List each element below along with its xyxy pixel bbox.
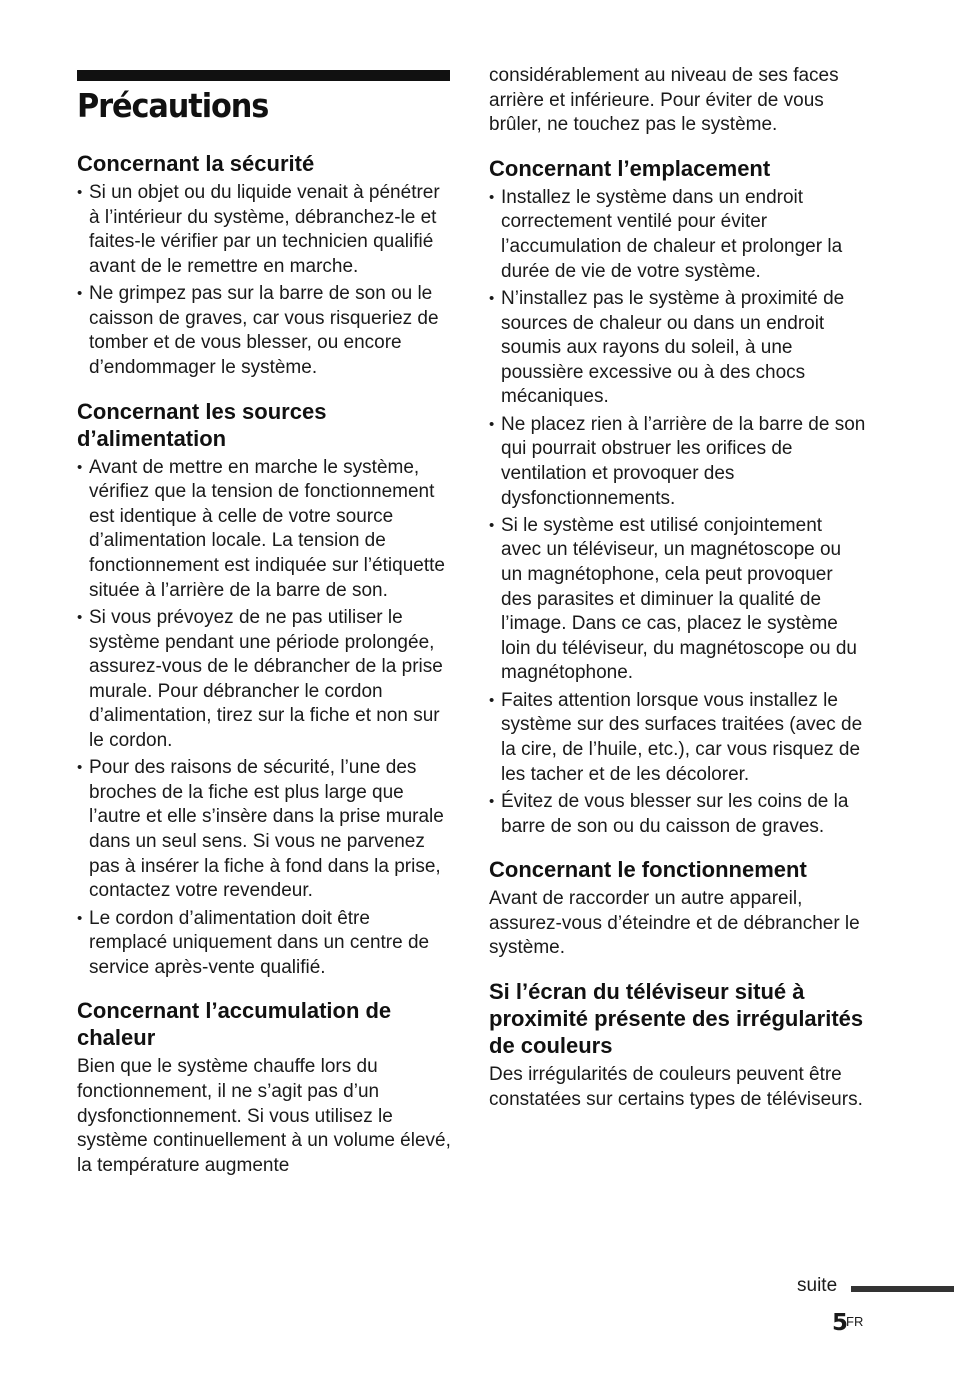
right-column [489, 64, 867, 1129]
bullet-list [77, 456, 451, 981]
list-item: • Avant de mettre en marche le système, vérifiez que la tension de fonctionnement est identique à celle de votre source d’alimentation locale. La tension de fonctionnement est indiquée sur l’étiquette située à l’arrière de la barre de son. [77, 456, 451, 604]
section-heading: Concernant l’emplacement [489, 155, 771, 181]
list-item: • Évitez de vous blesser sur les coins de la barre de son ou du caisson de graves. [489, 790, 867, 839]
list-item: • Ne placez rien à l’arrière de la barre de son qui pourrait obstruer les orifices de ventilation et provoquer des dysfonctionnements. [489, 413, 867, 511]
section-heading: Concernant le fonctionnement [489, 857, 807, 883]
section-alimentation [77, 398, 451, 981]
section-heading: Concernant la sécurité [77, 151, 315, 176]
list-item: • Faites attention lorsque vous installez le système sur des surfaces traitées (avec de la cire, de l’huile, etc.), car vous risquez de les tacher et de les décolorer. [489, 689, 867, 787]
list-item: • Ne grimpez pas sur la barre de son ou le caisson de graves, car vous risqueriez de tomber et de vous blesser, ou encore d’endommager le système. [77, 282, 451, 380]
list-item: • Si un objet ou du liquide venait à pénétrer à l’intérieur du système, débranchez-le et faites-le vérifier par un technicien qualifié avant de le remettre en marche. [77, 181, 451, 279]
list-item: • Si vous prévoyez de ne pas utiliser le système pendant une période prolongée, assurez-vous de le débrancher de la prise murale. Pour débrancher le cordon d’alimentation, tirez sur la fiche et non sur le cordon. [77, 606, 451, 754]
section-securite [77, 150, 451, 381]
section-chaleur [77, 997, 451, 1178]
list-item: • Pour des raisons de sécurité, l’une des broches de la fiche est plus large que l’autre et elle s’insère dans la prise murale dans un seul sens. Si vous ne parvenez pas à insérer la fiche à fond dans la prise, contactez votre revendeur. [77, 756, 451, 904]
left-column [77, 150, 451, 1195]
section-chaleur-continued [489, 64, 867, 138]
bullet-list [77, 181, 451, 381]
continued-label: suite [797, 1275, 838, 1296]
section-heading: Concernant l’accumulation de chaleur [77, 998, 392, 1051]
paragraph: Avant de raccorder un autre appareil, assurez-vous d’éteindre et de débrancher le système. [489, 888, 860, 959]
paragraph: Des irrégularités de couleurs peuvent être constatées sur certains types de téléviseurs. [489, 1063, 863, 1110]
section-heading: Concernant les sources d’alimentation [77, 398, 327, 451]
page-title: Précautions [77, 86, 269, 125]
section-heading: Si l’écran du téléviseur situé à proximité présente des irrégularités de couleurs [489, 978, 864, 1058]
title-rule [77, 70, 450, 81]
paragraph: considérablement au niveau de ses faces arrière et inférieure. Pour éviter de vous brûler, ne touchez pas le système. [489, 65, 839, 136]
page-language: FR [846, 1314, 864, 1329]
paragraph: Bien que le système chauffe lors du fonctionnement, il ne s’agit pas d’un dysfonctionnement. Si vous utilisez le système continuellement à un volume élevé, la température augmente [77, 1056, 451, 1176]
list-item: • N’installez pas le système à proximité de sources de chaleur ou dans un endroit soumis aux rayons du soleil, à une poussière excessive ou à des chocs mécaniques. [489, 287, 867, 410]
list-item: • Si le système est utilisé conjointement avec un téléviseur, un magnétoscope ou un magnétophone, cela peut provoquer des parasites et diminuer la qualité de l’image. Dans ce cas, placez le système loin du téléviseur, du magnétoscope ou du magnétophone. [489, 514, 867, 686]
list-item: • Le cordon d’alimentation doit être remplacé uniquement dans un centre de service après-vente qualifié. [77, 907, 451, 981]
section-couleurs [489, 978, 867, 1112]
section-fonctionnement [489, 856, 867, 961]
list-item: • Installez le système dans un endroit correctement ventilé pour éviter l’accumulation de chaleur et prolonger la durée de vie de votre système. [489, 186, 867, 284]
section-emplacement [489, 155, 867, 839]
continued-rule [851, 1286, 954, 1292]
page-number: 5 [832, 1310, 849, 1336]
bullet-list [489, 186, 867, 839]
